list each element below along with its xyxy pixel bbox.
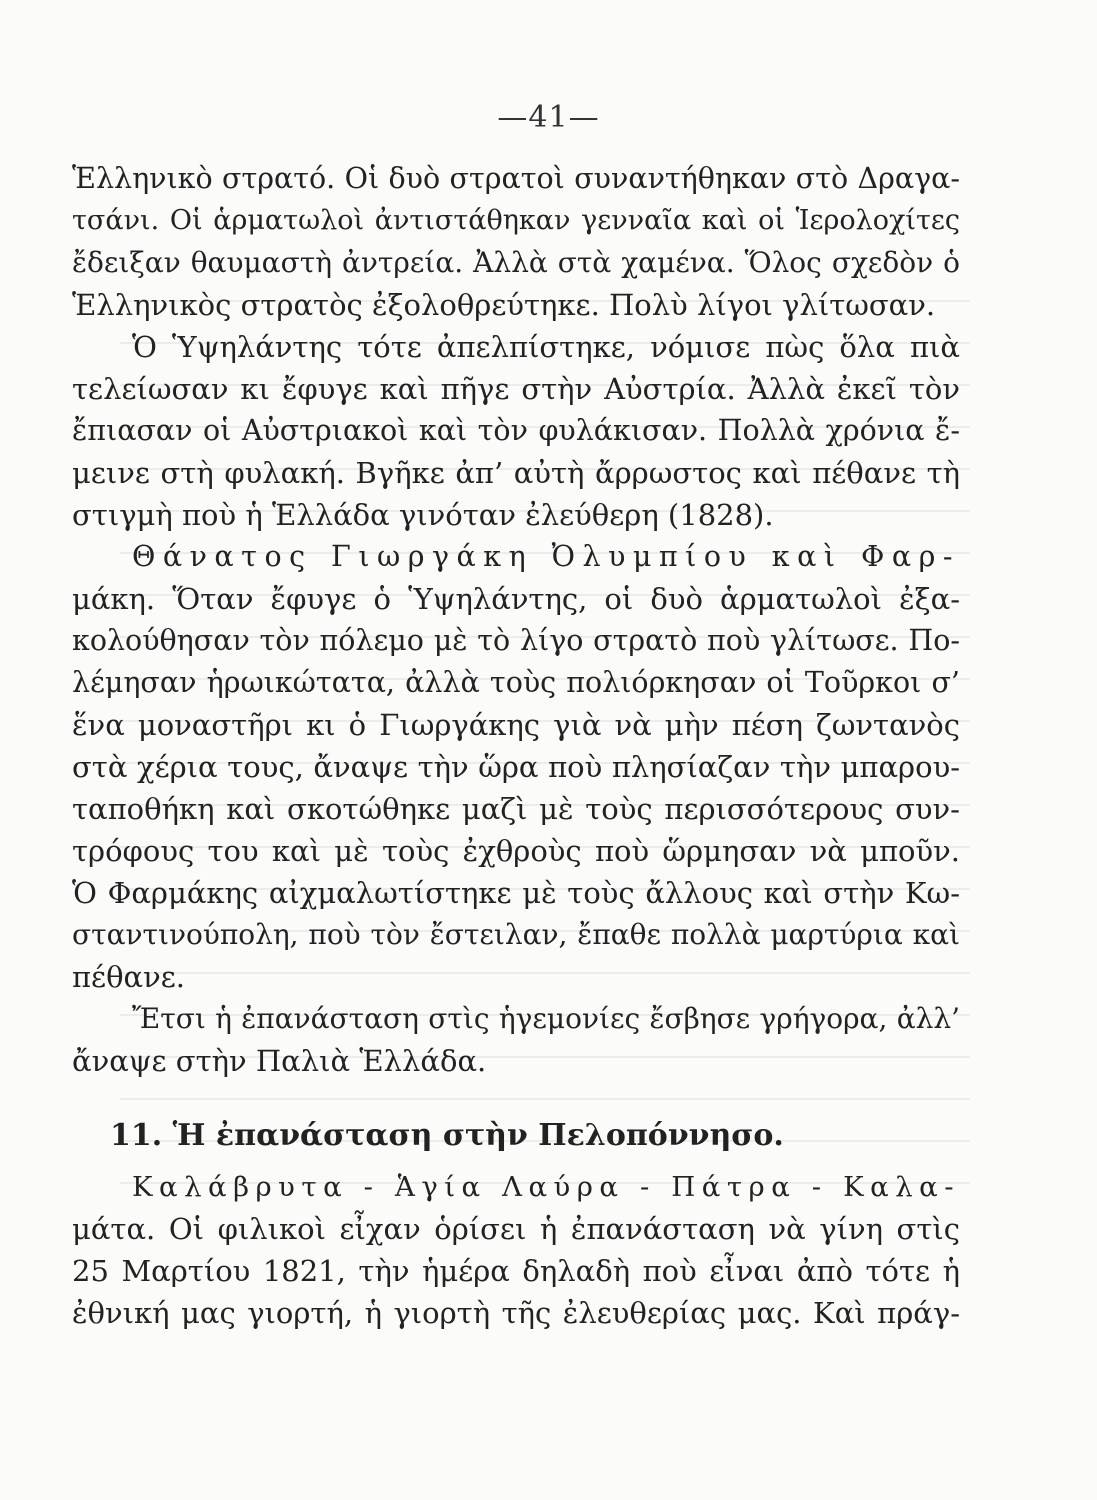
section-heading: 11. Ἡ ἐπανάσταση στὴν Πελοπόννησο. bbox=[110, 1118, 784, 1153]
text-line: ταποθήκη καὶ σκοτώθηκε μαζὶ μὲ τοὺς περισσότερους συν- bbox=[72, 792, 960, 826]
text-line: Ἑλληνικὸ στρατό. Οἱ δυὸ στρατοὶ συναντήθηκαν στὸ Δραγα- bbox=[72, 162, 960, 195]
text-line: κολούθησαν τὸν πόλεμο μὲ τὸ λίγο στρατὸ ποὺ γλίτωσε. Πο- bbox=[72, 624, 960, 657]
text-line: σταντινούπολη, ποὺ τὸν ἔστειλαν, ἔπαθε πολλὰ μαρτύρια καὶ bbox=[72, 918, 960, 951]
text-line: πέθανε. bbox=[72, 960, 185, 994]
text-line: τελείωσαν κι ἔφυγε καὶ πῆγε στὴν Αὐστρία. Ἀλλὰ ἐκεῖ τὸν bbox=[72, 372, 960, 406]
text-line: τρόφους του καὶ μὲ τοὺς ἐχθροὺς ποὺ ὥρμησαν νὰ μποῦν. bbox=[72, 834, 960, 868]
text-line: στὰ χέρια τους, ἄναψε τὴν ὥρα ποὺ πλησίαζαν τὴν μπαρου- bbox=[72, 750, 960, 784]
paragraph-heading-line: Καλάβρυτα - Ἁγία Λαύρα - Πάτρα - Καλα- bbox=[132, 1171, 960, 1203]
text-line: μάτα. Οἱ φιλικοὶ εἶχαν ὁρίσει ἡ ἐπανάσταση νὰ γίνη στὶς bbox=[72, 1212, 960, 1246]
text-line: Ὁ Φαρμάκης αἰχμαλωτίστηκε μὲ τοὺς ἄλλους καὶ στὴν Κω- bbox=[72, 876, 960, 910]
text-line: ἔδειξαν θαυμαστὴ ἀντρεία. Ἀλλὰ στὰ χαμένα. Ὅλος σχεδὸν ὁ bbox=[72, 246, 960, 279]
text-line: λέμησαν ἡρωικώτατα, ἀλλὰ τοὺς πολιόρκησαν οἱ Τοῦρκοι σ’ bbox=[72, 666, 960, 699]
text-line: ἄναψε στὴν Παλιὰ Ἑλλάδα. bbox=[72, 1044, 487, 1078]
text-line: ἐθνική μας γιορτή, ἡ γιορτὴ τῆς ἐλευθερίας μας. Καὶ πράγ- bbox=[72, 1296, 960, 1330]
body-text bbox=[72, 158, 960, 1334]
page-number: —41— bbox=[497, 100, 600, 135]
paragraph-heading-line: Θάνατος Γιωργάκη Ὀλυμπίου καὶ Φαρ- bbox=[132, 540, 960, 573]
text-line: Ἔτσι ἡ ἐπανάσταση στὶς ἡγεμονίες ἔσβησε γρήγορα, ἀλλ’ bbox=[132, 1002, 960, 1035]
text-line: ἕνα μοναστῆρι κι ὁ Γιωργάκης γιὰ νὰ μὴν πέση ζωντανὸς bbox=[72, 708, 960, 742]
text-line: στιγμὴ ποὺ ἡ Ἑλλάδα γινόταν ἐλεύθερη (1828). bbox=[72, 498, 774, 532]
text-line: Ἑλληνικὸς στρατὸς ἐξολοθρεύτηκε. Πολὺ λίγοι γλίτωσαν. bbox=[72, 288, 936, 322]
text-line: ἔπιασαν οἱ Αὐστριακοὶ καὶ τὸν φυλάκισαν. Πολλὰ χρόνια ἔ- bbox=[72, 414, 960, 447]
text-line: 25 Μαρτίου 1821, τὴν ἡμέρα δηλαδὴ ποὺ εἶναι ἀπὸ τότε ἡ bbox=[72, 1254, 960, 1288]
text-line: Ὁ Ὑψηλάντης τότε ἀπελπίστηκε, νόμισε πὼς ὅλα πιὰ bbox=[132, 330, 960, 364]
text-line: μάκη. Ὅταν ἔφυγε ὁ Ὑψηλάντης, οἱ δυὸ ἁρματωλοὶ ἐξα- bbox=[72, 582, 960, 616]
text-line: μεινε στὴ φυλακή. Βγῆκε ἀπ’ αὐτὴ ἄρρωστος καὶ πέθανε τὴ bbox=[72, 456, 960, 490]
text-line: τσάνι. Οἱ ἁρματωλοὶ ἀντιστάθηκαν γενναῖα καὶ οἱ Ἱερολοχίτες bbox=[72, 205, 960, 236]
